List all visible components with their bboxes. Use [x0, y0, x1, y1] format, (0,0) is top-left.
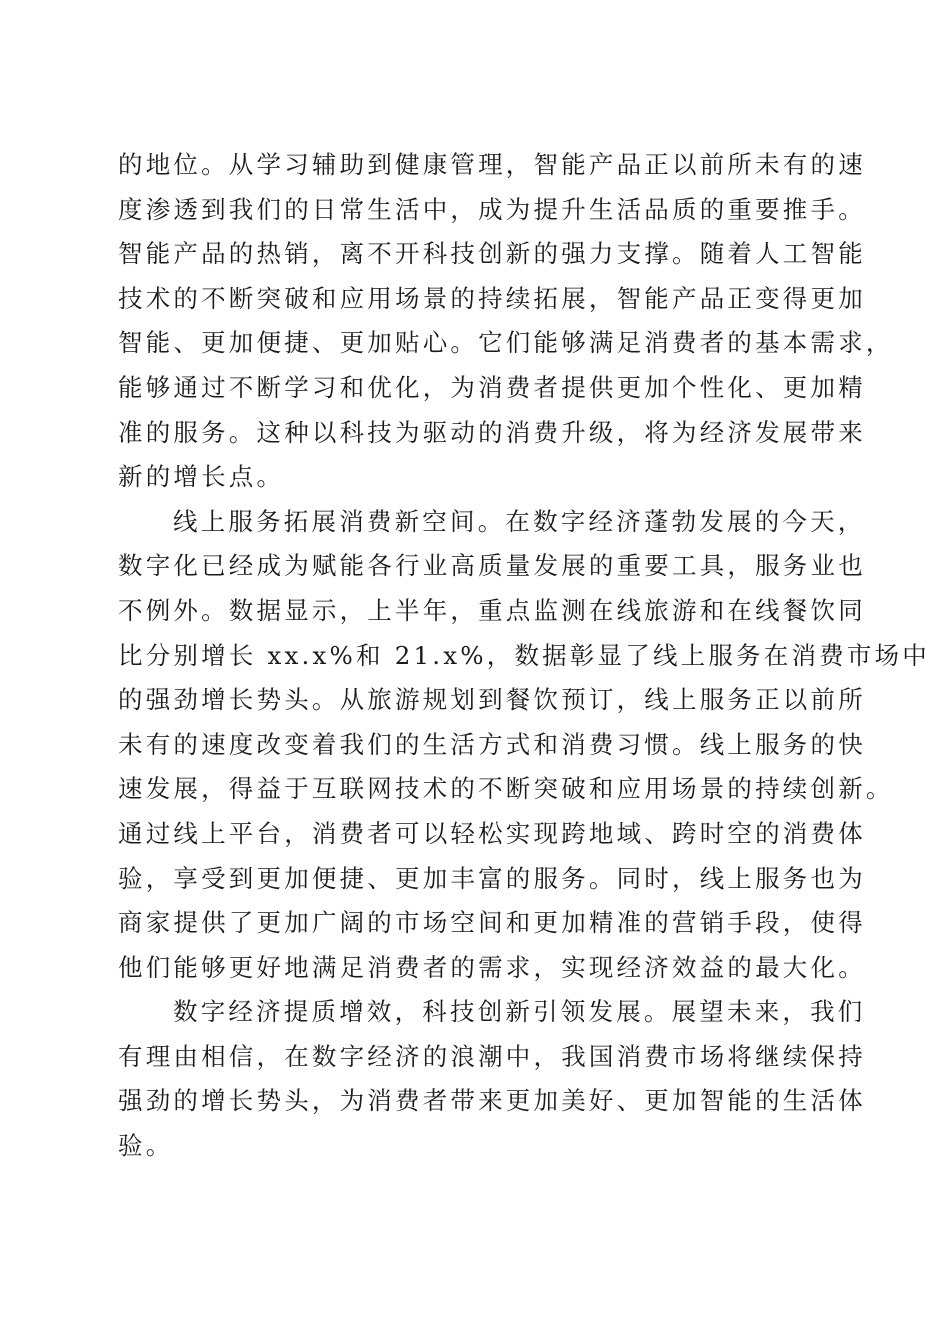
- text-line: 度渗透到我们的日常生活中，成为提升生活品质的重要推手。: [118, 194, 866, 224]
- text-line: 智能产品的热销，离不开科技创新的强力支撑。随着人工智能: [118, 239, 866, 269]
- text-line: 不例外。数据显示，上半年，重点监测在线旅游和在线餐饮同: [118, 595, 866, 625]
- text-line: 强劲的增长势头，为消费者带来更加美好、更加智能的生活体: [118, 1086, 866, 1116]
- text-line: 智能、更加便捷、更加贴心。它们能够满足消费者的基本需求，: [118, 328, 894, 358]
- text-line: 数字化已经成为赋能各行业高质量发展的重要工具，服务业也: [118, 551, 866, 581]
- paragraph-start-line: 数字经济提质增效，科技创新引领发展。展望未来，我们: [173, 997, 866, 1027]
- text-line: 速发展，得益于互联网技术的不断突破和应用场景的持续创新。: [118, 774, 894, 804]
- text-line: 能够通过不断学习和优化，为消费者提供更加个性化、更加精: [118, 372, 866, 402]
- text-line: 商家提供了更加广阔的市场空间和更加精准的营销手段，使得: [118, 908, 866, 938]
- body-text: [118, 143, 930, 1169]
- text-line: 验，享受到更加便捷、更加丰富的服务。同时，线上服务也为: [118, 863, 866, 893]
- text-line: 准的服务。这种以科技为驱动的消费升级，将为经济发展带来: [118, 417, 866, 447]
- text-line: 他们能够更好地满足消费者的需求，实现经济效益的最大化。: [118, 952, 866, 982]
- text-line: 通过线上平台，消费者可以轻松实现跨地域、跨时空的消费体: [118, 818, 866, 848]
- text-line: 的强劲增长势头。从旅游规划到餐饮预订，线上服务正以前所: [118, 685, 866, 715]
- text-line: 新的增长点。: [118, 462, 285, 492]
- text-line: 有理由相信，在数字经济的浪潮中，我国消费市场将继续保持: [118, 1041, 866, 1071]
- text-line: 的地位。从学习辅助到健康管理，智能产品正以前所未有的速: [118, 150, 866, 179]
- text-line: 技术的不断突破和应用场景的持续拓展，智能产品正变得更加: [118, 283, 866, 313]
- paragraph-start-line: 线上服务拓展消费新空间。在数字经济蓬勃发展的今天，: [173, 506, 866, 536]
- text-line: 未有的速度改变着我们的生活方式和消费习惯。线上服务的快: [118, 729, 866, 759]
- text-line: 比分别增长 xx.x%和 21.x%，数据彰显了线上服务在消费市场中: [118, 640, 930, 670]
- text-line: 验。: [118, 1131, 174, 1161]
